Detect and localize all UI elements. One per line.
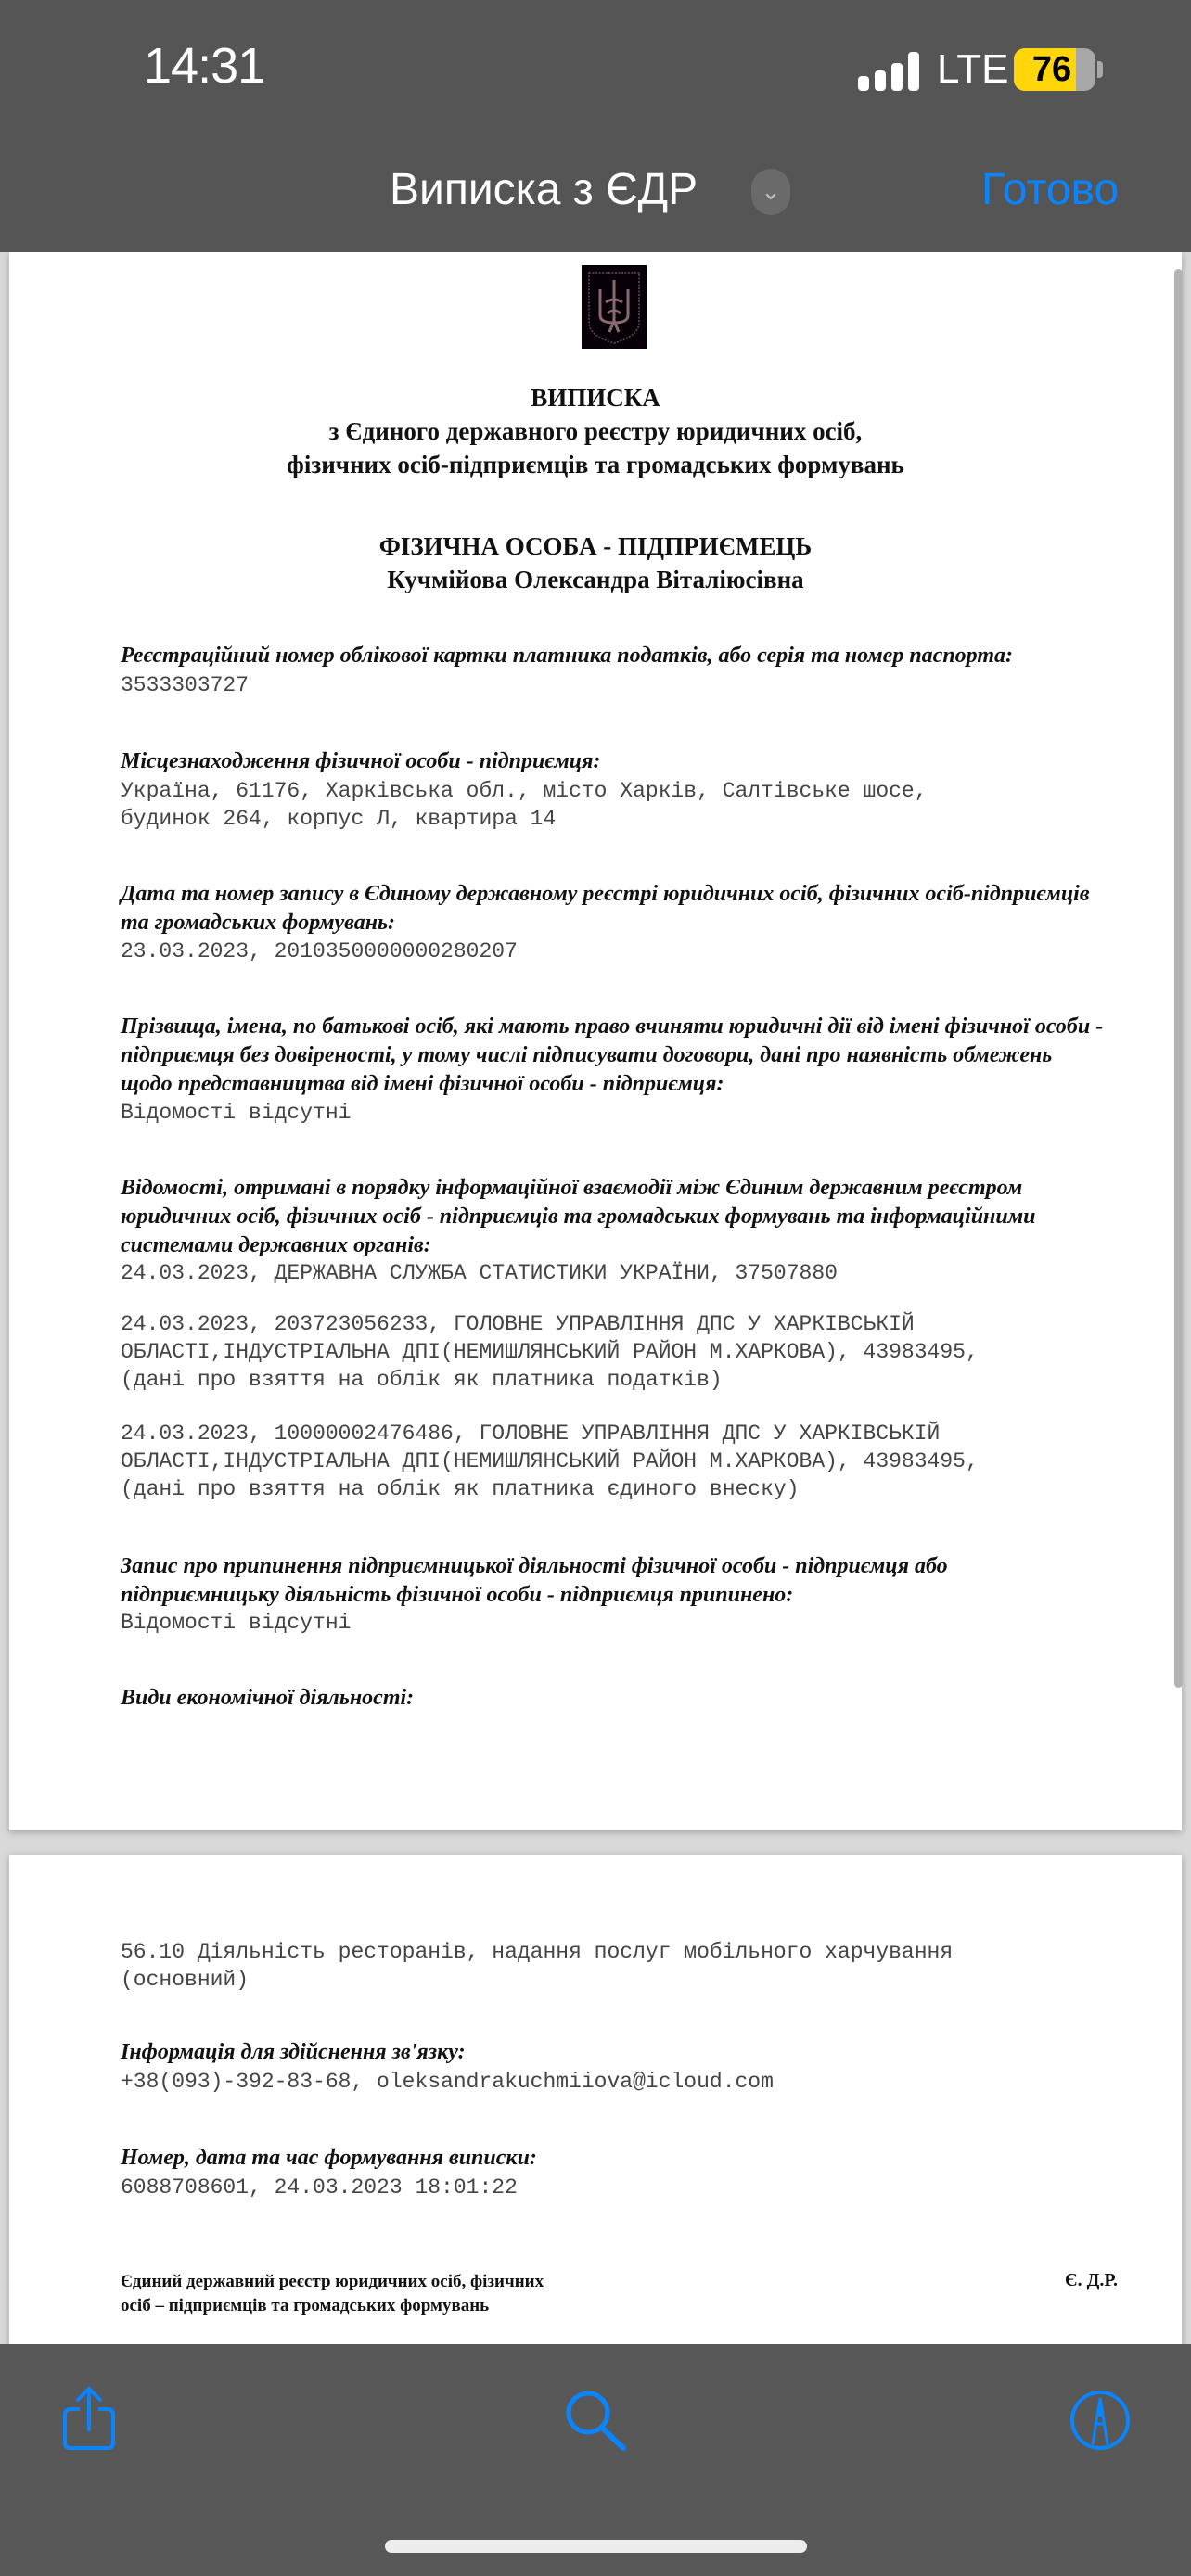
section-label-address: Місцезнаходження фізичної особи - підприємця: [121, 749, 601, 773]
section-value-address: Україна, 61176, Харківська обл., місто Харків, Салтівське шосе, будинок 264, корпус Л, квартира 14 [121, 779, 928, 831]
section-value-tax-id: 3533303727 [121, 673, 250, 697]
section-label-tax-id: Реєстраційний номер облікової картки платника податків, або серія та номер паспорта: [121, 644, 1014, 668]
entity-type: ФІЗИЧНА ОСОБА - ПІДПРИЄМЕЦЬ [378, 532, 813, 560]
signal-icon [858, 48, 921, 91]
battery-icon [1014, 48, 1095, 91]
section-label-registration: Дата та номер запису в Єдиному державному реєстрі юридичних осіб, фізичних осіб-підприємців та громадських формувань: [121, 882, 1090, 935]
section-value-interaction: 24.03.2023, ДЕРЖАВНА СЛУЖБА СТАТИСТИКИ УКРАЇНИ, 37507880 [121, 1261, 838, 1285]
status-time: 14:31 [144, 38, 265, 94]
section-value-extract-number: 6088708601, 24.03.2023 18:01:22 [121, 2175, 518, 2200]
doc-title: ВИПИСКА [531, 384, 660, 412]
done-button[interactable]: Готово [981, 165, 1120, 214]
doc-subtitle-line1: з Єдиного державного реєстру юридичних осіб, [328, 417, 863, 445]
markup-icon[interactable] [1069, 2389, 1132, 2456]
top-bar [0, 0, 1191, 252]
page-footer-left [121, 2270, 677, 2318]
network-type: LTE [937, 46, 1009, 92]
section-label-extract-number: Номер, дата та час формування виписки: [121, 2146, 537, 2170]
battery-level: 76 [1031, 50, 1072, 89]
section-value-representatives: Відомості відсутні [121, 1101, 352, 1125]
section-label-contacts: Інформація для здійснення зв'язку: [121, 2040, 466, 2064]
section-label-representatives: Прізвища, імена, по батькові осіб, які мають право вчиняти юридичні дії від імені фізичної особи - підприємця без довіреності, у тому числі підписувати договори, дані про наявність обмежень щодо представництва від імені фізичної особи - підприємця: [121, 1014, 1104, 1096]
doc-subtitle-line2: фізичних осіб-підприємців та громадських формувань [287, 451, 904, 478]
battery-tip [1097, 61, 1103, 78]
section-label-interactions: Відомості, отримані в порядку інформаційної взаємодії між Єдиним державним реєстром юридичних осіб, фізичних осіб - підприємців та громадських формувань та інформаційними системами державних органів: [121, 1176, 1036, 1257]
section-value-termination: Відомості відсутні [121, 1611, 352, 1635]
search-icon[interactable] [564, 2389, 629, 2456]
footer-line-2: осіб – підприємців та громадських формувань [121, 2296, 490, 2315]
section-value-interaction: 24.03.2023, 10000002476486, ГОЛОВНЕ УПРАВЛІННЯ ДПС У ХАРКІВСЬКІЙ ОБЛАСТІ,ІНДУСТРІАЛЬНА ДПІ(НЕМИШЛЯНСЬКИЙ РАЙОН М.ХАРКОВА), 43983495, (дані про взяття на облік як платника єдиного внеску) [121, 1422, 979, 1501]
document-title[interactable]: Виписка з ЄДР [390, 165, 698, 214]
page-footer-right: Є. Д.Р. [1065, 2270, 1119, 2290]
section-value-interaction: 24.03.2023, 203723056233, ГОЛОВНЕ УПРАВЛІННЯ ДПС У ХАРКІВСЬКІЙ ОБЛАСТІ,ІНДУСТРІАЛЬНА ДПІ(НЕМИШЛЯНСЬКИЙ РАЙОН М.ХАРКОВА), 43983495, (дані про взяття на облік як платника податків) [121, 1312, 979, 1392]
coat-of-arms-icon [582, 265, 647, 349]
chevron-down-icon[interactable]: ⌄ [751, 169, 790, 215]
home-indicator[interactable] [385, 2540, 807, 2553]
section-value-contacts: +38(093)-392-83-68, oleksandrakuchmiiova@icloud.com [121, 2070, 774, 2094]
section-label-activities: Види економічної діяльності: [121, 1686, 415, 1710]
scrollbar[interactable] [1174, 269, 1183, 1688]
section-value-activities: 56.10 Діяльність ресторанів, надання послуг мобільного харчування (основний) [121, 1940, 954, 1992]
footer-line-1: Єдиний державний реєстр юридичних осіб, фізичних [121, 2272, 544, 2291]
section-value-registration: 23.03.2023, 2010350000000280207 [121, 939, 518, 963]
section-label-termination: Запис про припинення підприємницької діяльності фізичної особи - підприємця або підприємницьку діяльність фізичної особи - підприємця припинено: [121, 1554, 948, 1607]
entity-name: Кучмійова Олександра Віталіюсівна [387, 566, 804, 593]
share-icon[interactable] [61, 2385, 117, 2456]
